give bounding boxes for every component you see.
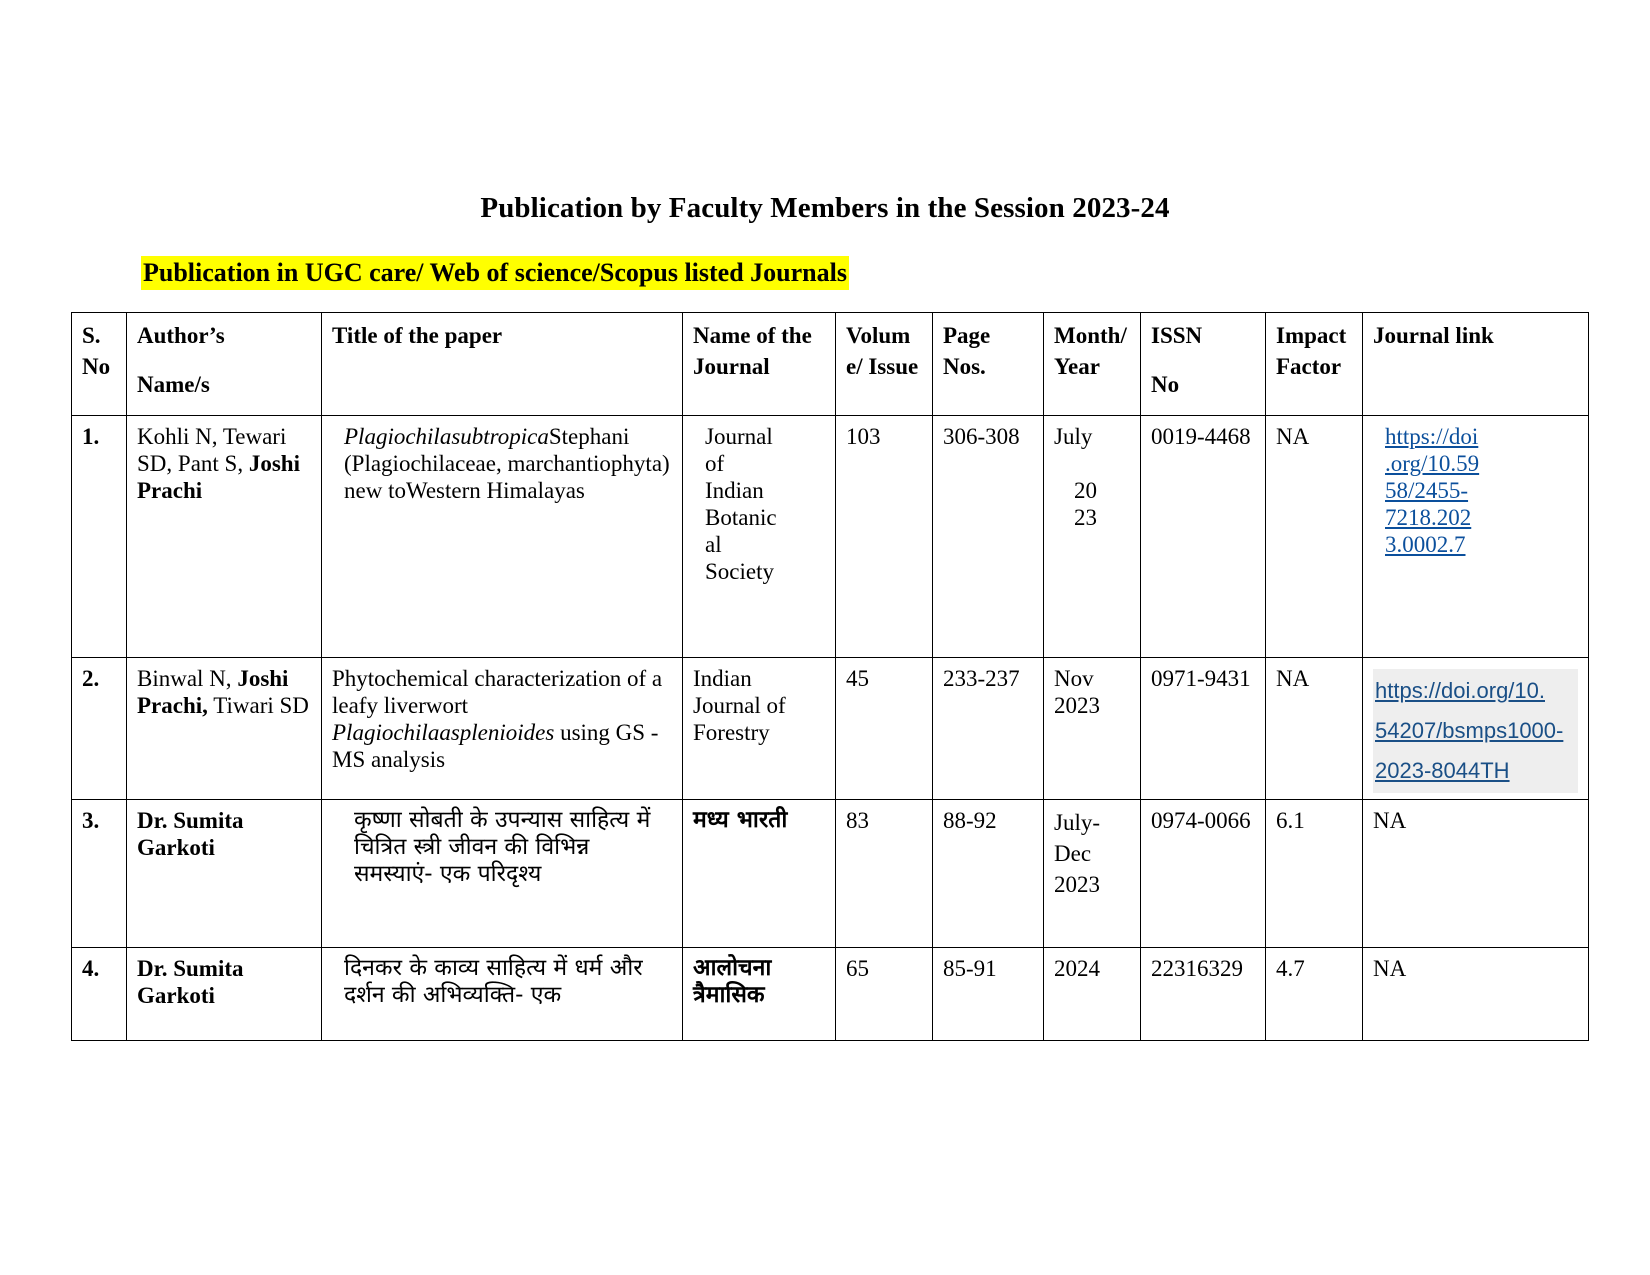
row-issn: 0019-4468 [1141, 416, 1266, 658]
row-sno: 2. [72, 658, 127, 800]
row-authors: Dr. Sumita Garkoti [127, 948, 322, 1041]
row-month-year: 2024 [1044, 948, 1141, 1041]
journal-link[interactable]: https://doi .org/10.59 58/2455- 7218.202 3.0002.7 [1385, 424, 1480, 557]
header-impact-factor: Impact Factor [1266, 313, 1363, 416]
row-title: Phytochemical characterization of a leafy liverwort Plagiochilaasplenioides using GS - MS analysis [322, 658, 683, 800]
publications-table [71, 312, 1589, 1041]
header-month-year: Month/ Year [1044, 313, 1141, 416]
row-journal-link [1363, 658, 1589, 800]
page-title: Publication by Faculty Members in the Session 2023-24 [480, 192, 1170, 224]
row-issn: 0974-0066 [1141, 800, 1266, 948]
row-month-year: July 20 23 [1044, 416, 1141, 658]
header-pages: Page Nos. [933, 313, 1044, 416]
row-impact-factor: 4.7 [1266, 948, 1363, 1041]
row-journal: मध्य भारती [683, 800, 836, 948]
row-sno: 3. [72, 800, 127, 948]
row-issn: 0971-9431 [1141, 658, 1266, 800]
row-sno: 4. [72, 948, 127, 1041]
row-pages: 233-237 [933, 658, 1044, 800]
row-sno: 1. [72, 416, 127, 658]
header-journal-link: Journal link [1363, 313, 1589, 416]
header-journal: Name of the Journal [683, 313, 836, 416]
row-month-year: Nov 2023 [1044, 658, 1141, 800]
row-title: कृष्णा सोबती के उपन्यास साहित्य में चित्रित स्त्री जीवन की विभिन्न समस्याएं- एक परिदृश्य [322, 800, 683, 948]
row-volume: 65 [836, 948, 933, 1041]
table-row [72, 948, 1589, 1041]
row-pages: 85-91 [933, 948, 1044, 1041]
table-header-row [72, 313, 1589, 416]
row-journal: Journal of Indian Botanic al Society [683, 416, 836, 658]
journal-link[interactable]: https://doi.org/10. 54207/bsmps1000- 2023-8044TH [1373, 669, 1578, 793]
table-row [72, 800, 1589, 948]
row-impact-factor: 6.1 [1266, 800, 1363, 948]
row-title: PlagiochilasubtropicaStephani (Plagiochilaceae, marchantiophyta) new toWestern Himalayas [322, 416, 683, 658]
row-authors: Kohli N, Tewari SD, Pant S, Joshi Prachi [127, 416, 322, 658]
row-journal: आलोचना त्रैमासिक [683, 948, 836, 1041]
row-volume: 103 [836, 416, 933, 658]
row-impact-factor: NA [1266, 658, 1363, 800]
row-journal-link: NA [1363, 948, 1589, 1041]
row-volume: 83 [836, 800, 933, 948]
header-title: Title of the paper [322, 313, 683, 416]
row-authors: Dr. Sumita Garkoti [127, 800, 322, 948]
row-issn: 22316329 [1141, 948, 1266, 1041]
table-row [72, 416, 1589, 658]
row-journal: Indian Journal of Forestry [683, 658, 836, 800]
row-month-year: July- Dec 2023 [1044, 800, 1141, 948]
row-title: दिनकर के काव्य साहित्य में धर्म और दर्शन की अभिव्यक्ति- एक [322, 948, 683, 1041]
row-pages: 306-308 [933, 416, 1044, 658]
row-pages: 88-92 [933, 800, 1044, 948]
row-authors: Binwal N, Joshi Prachi, Tiwari SD [127, 658, 322, 800]
row-journal-link: NA [1363, 800, 1589, 948]
header-sno: S. No [72, 313, 127, 416]
header-volume: Volum e/ Issue [836, 313, 933, 416]
header-issn: ISSN No [1141, 313, 1266, 416]
section-subtitle: Publication in UGC care/ Web of science/Scopus listed Journals [141, 256, 849, 290]
header-authors: Author’s Name/s [127, 313, 322, 416]
row-volume: 45 [836, 658, 933, 800]
row-impact-factor: NA [1266, 416, 1363, 658]
table-row [72, 658, 1589, 800]
row-journal-link [1363, 416, 1589, 658]
